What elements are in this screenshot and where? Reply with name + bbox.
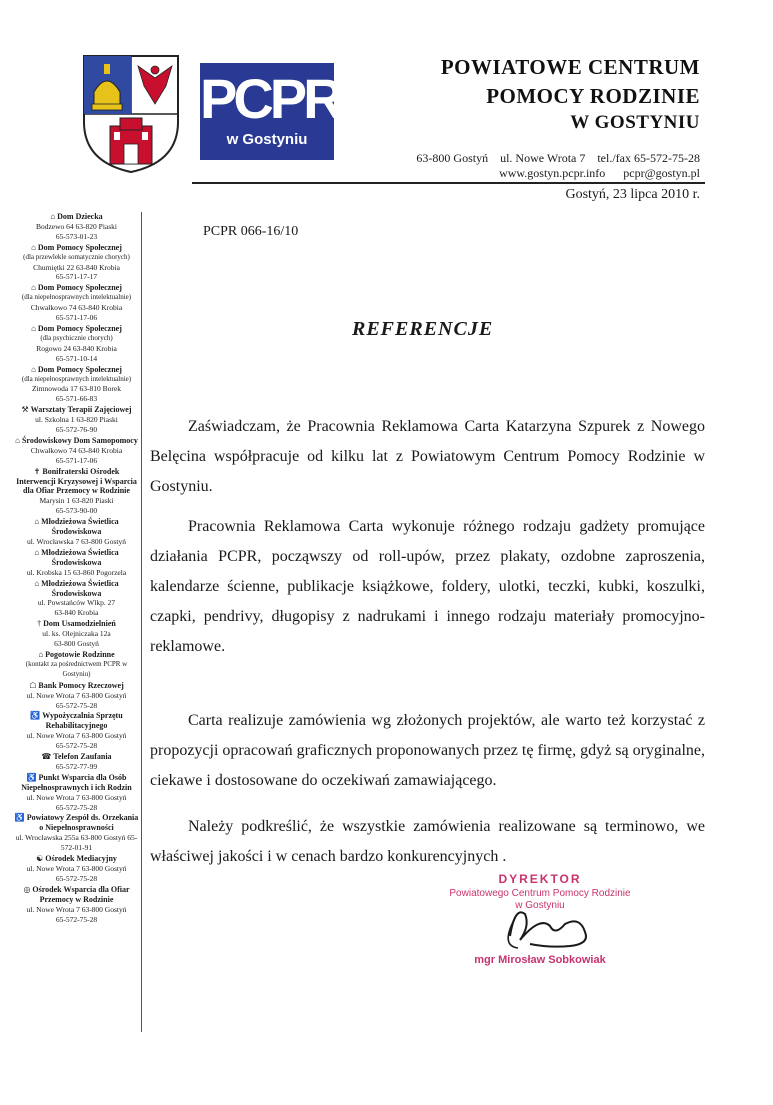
sidebar-unit-contact: 65-572-75-28 [55, 802, 98, 812]
sidebar-unit-contact: ul. ks. Olejniczaka 12a [42, 629, 111, 639]
sidebar-unit-name: Ośrodek Wsparcia dla Ofiar Przemocy w Rodzinie [32, 884, 130, 904]
sidebar-unit-name: Dom Pomocy Społecznej [37, 323, 122, 333]
sidebar-unit-name: Wypożyczalnia Sprzętu Rehabilitacyjnego [42, 711, 123, 731]
sidebar-unit-contact: 65-571-17-17 [55, 272, 98, 282]
home-icon: ⌂ [34, 547, 40, 557]
sidebar-unit-description: (dla przewlekle somatycznie chorych) [23, 252, 130, 261]
sidebar-unit [14, 752, 139, 772]
house-icon: ⌂ [31, 364, 36, 374]
org-name-line1: POWIATOWE CENTRUM [440, 55, 700, 79]
sidebar-unit-contact: 65-572-75-28 [55, 914, 98, 924]
pcpr-logo-letters: PCPR [200, 67, 340, 130]
phone-icon: ☎ [41, 752, 52, 762]
coat-of-arms-logo [80, 52, 182, 174]
house-icon: ⌂ [15, 435, 20, 445]
sidebar-unit-name: Dom Pomocy Społecznej [37, 283, 122, 293]
letter-paragraph: Carta realizuje zamówienia wg złożonych projektów, ale warto też korzystać z propozycji opracowań graficznych proponowanych przez tę firmę, gdyż są oryginalne, ciekawe i dostosowane do oczekiwań zamawiającego. [150, 712, 705, 789]
org-web-contact: www.gostyn.pcpr.info pcpr@gostyn.pl [499, 166, 700, 180]
sidebar-unit-contact: 65-572-76-90 [55, 425, 98, 435]
sidebar-unit [14, 813, 139, 853]
sidebar-unit [14, 773, 139, 813]
house-icon: ⌂ [31, 242, 36, 252]
sidebar-unit-name: Młodzieżowa Świetlica Środowiskowa [41, 547, 119, 567]
house-icon: ⌂ [38, 649, 44, 659]
sidebar-unit-description: (kontakt za pośrednictwem PCPR w Gostyniu) [25, 659, 128, 678]
document-title: REFERENCJE [352, 318, 494, 340]
sidebar-divider [141, 212, 142, 1032]
sidebar-unit-contact: 65-572-75-28 [55, 700, 98, 710]
sidebar-unit-name: Dom Usamodzielnień [43, 619, 116, 629]
signatory-name: mgr Mirosław Sobkowiak [474, 954, 606, 966]
sidebar-unit-contact: ul. Nowe Wrota 7 63-800 Gostyń [26, 792, 127, 802]
bank-icon: ☖ [29, 680, 37, 690]
letter-date: Gostyń, 23 lipca 2010 r. [565, 187, 700, 202]
handwritten-signature [470, 896, 610, 956]
sidebar-unit-contact: 65-572-77-99 [55, 761, 98, 771]
sidebar-unit [14, 467, 139, 517]
sidebar-unit-contact: Chwałkowo 74 63-840 Krobia [30, 445, 123, 455]
sidebar-unit-name: Pogotowie Rodzinne [45, 649, 115, 659]
sidebar-unit-contact: 63-800 Gostyń [54, 639, 99, 649]
wheelchair-icon: ♿ [30, 711, 41, 721]
cross-phone-icon: ✝ [33, 466, 41, 476]
sidebar-unit [14, 212, 139, 242]
sidebar-unit [14, 681, 139, 711]
sidebar-unit [14, 365, 139, 405]
sidebar-unit-name: Dom Pomocy Społecznej [37, 364, 122, 374]
sidebar-unit-contact: ul. Krobska 15 63-860 Pogorzela [26, 567, 127, 577]
sidebar-unit [14, 405, 139, 435]
sidebar-unit-description: (dla niepełnosprawnych intelektualnie) [21, 374, 132, 383]
sidebar-unit-name: Środowiskowy Dom Samopomocy [21, 435, 138, 445]
sidebar-unit-name: Warsztaty Terapii Zajęciowej [30, 405, 132, 415]
sidebar-unit-contact: 63-840 Krobia [54, 608, 99, 618]
sidebar-unit-name: Bonifraterski Ośrodek Interwencji Kryzysowej i Wsparcia dla Ofiar Przemocy w Rodzinie [16, 466, 137, 496]
sidebar-unit [14, 517, 139, 547]
sidebar-unit-name: Dom Dziecka [57, 212, 103, 221]
sidebar-unit-name: Bank Pomocy Rzeczowej [38, 680, 124, 690]
org-name-line3: W GOSTYNIU [570, 112, 700, 133]
sidebar-unit-name: Dom Pomocy Społecznej [37, 242, 122, 252]
sidebar-unit-contact: Marysin 1 63-820 Piaski [39, 496, 114, 506]
sidebar-unit-contact: Chwałkowo 74 63-840 Krobia [30, 303, 123, 313]
home-icon: ⌂ [34, 578, 40, 588]
sidebar-unit-contact: ul. Nowe Wrota 7 63-800 Gostyń [26, 904, 127, 914]
org-name-line2: POMOCY RODZINIE [486, 84, 700, 108]
sidebar-unit-contact: ul. Nowe Wrota 7 63-800 Gostyń [26, 731, 127, 741]
sidebar-unit-contact: Bodzewo 64 63-820 Piaski [35, 221, 118, 231]
sidebar-unit-contact: 65-571-10-14 [55, 353, 98, 363]
sidebar-unit [14, 619, 139, 649]
sidebar-unit [14, 324, 139, 364]
wheelchair-icon: ♿ [26, 772, 37, 782]
sidebar-unit-name: Młodzieżowa Świetlica Środowiskowa [41, 517, 119, 537]
sidebar-unit-description: (dla niepełnosprawnych intelektualnie) [21, 293, 132, 302]
sidebar-unit-contact: ul. Szkolna 1 63-820 Piaski [35, 415, 118, 425]
home-icon: ⌂ [34, 517, 40, 527]
sidebar-unit-contact: 65-572-75-28 [55, 741, 98, 751]
sidebar-unit [14, 243, 139, 283]
sidebar-unit-name: Powiatowy Zespół ds. Orzekania o Niepełnosprawności [26, 813, 139, 833]
letter-paragraph: Należy podkreślić, że wszystkie zamówienia realizowane są terminowo, we właściwej jakości i w cenach bardzo konkurencyjnych . [150, 818, 705, 865]
sidebar-unit-name: Telefon Zaufania [53, 752, 112, 762]
sidebar-unit-contact: ul. Nowe Wrota 7 63-800 Gostyń [26, 864, 127, 873]
sidebar-unit-contact: ul. Wrocławska 255a 63-800 Gostyń 65-572-01-91 [15, 833, 138, 853]
sidebar-unit [14, 711, 139, 751]
house-icon: ⌂ [50, 212, 56, 221]
stamp-title: DYREKTOR [498, 872, 582, 886]
sidebar-unit-contact: ul. Nowe Wrota 7 63-800 Gostyń [26, 690, 127, 700]
sidebar-unit-contact: 65-571-66-83 [55, 394, 98, 404]
header-divider [192, 182, 705, 184]
sidebar-unit-contact: ul. Powstańców Wlkp. 27 [37, 598, 116, 608]
sidebar-unit [14, 436, 139, 466]
sidebar-unit-contact: 65-571-17-06 [55, 455, 98, 465]
globe-icon: ◎ [23, 884, 31, 894]
sidebar-unit [14, 579, 139, 619]
wheelchair-icon: ♿ [14, 813, 25, 823]
sidebar-unit-name: Ośrodek Mediacyjny [45, 854, 117, 864]
sidebar-unit [14, 283, 139, 323]
sidebar-unit-contact: ul. Wrocławska 7 63-800 Gostyń [27, 537, 126, 546]
sidebar-unit [14, 854, 139, 884]
sidebar-unit-contact: 65-573-90-00 [55, 506, 98, 516]
sidebar-unit-contact: 65-572-75-28 [55, 873, 98, 883]
sidebar-unit [14, 548, 139, 578]
sidebar-unit-contact: Rogowo 24 63-840 Krobia [36, 343, 117, 353]
sidebar-unit-contact: Zimnowoda 17 63-810 Borek [32, 384, 121, 394]
sidebar-unit-contact: 65-571-17-06 [55, 313, 98, 323]
reference-number: PCPR 066-16/10 [203, 224, 299, 239]
pcpr-logo [200, 63, 340, 160]
stamp-institution: Powiatowego Centrum Pomocy Rodzinie [449, 888, 631, 899]
sidebar-unit-name: Młodzieżowa Świetlica Środowiskowa [41, 578, 119, 598]
yinyang-icon: ☯ [36, 854, 44, 864]
sidebar-unit-name: Punkt Wsparcia dla Osób Niepełnosprawnych i ich Rodzin [21, 772, 132, 792]
person-icon: † [37, 619, 42, 629]
house-icon: ⌂ [31, 283, 36, 293]
tools-icon: ⚒ [21, 405, 29, 415]
sidebar-units-list [14, 212, 139, 925]
sidebar-unit-contact: 65-573-01-23 [55, 231, 98, 241]
sidebar-unit-contact: Chumiętki 22 63-840 Krobia [33, 262, 120, 272]
sidebar-unit [14, 885, 139, 925]
stamp-location: w Gostyniu [515, 900, 565, 911]
letter-paragraph: Pracownia Reklamowa Carta wykonuje różnego rodzaju gadżety promujące działania PCPR, począwszy od roll-upów, przez plakaty, ozdobne zaproszenia, kalendarze ścienne, publikacje książkowe, foldery, ulotki, teczki, kubki, koszulki, czapki, pendrivy, długopisy z nadrukami i innego rodzaju materiały promocyjno-reklamowe. [150, 518, 705, 655]
org-address: 63-800 Gostyń ul. Nowe Wrota 7 tel./fax 65-572-75-28 [416, 151, 700, 165]
letter-paragraph: Zaświadczam, że Pracownia Reklamowa Carta Katarzyna Szpurek z Nowego Belęcina współpracuje od kilku lat z Powiatowym Centrum Pomocy Rodzinie w Gostyniu. [150, 418, 705, 495]
house-icon: ⌂ [31, 323, 36, 333]
pcpr-logo-subtitle: w Gostyniu [226, 131, 308, 148]
sidebar-unit [14, 650, 139, 680]
sidebar-unit-description: (dla psychicznie chorych) [40, 333, 113, 342]
